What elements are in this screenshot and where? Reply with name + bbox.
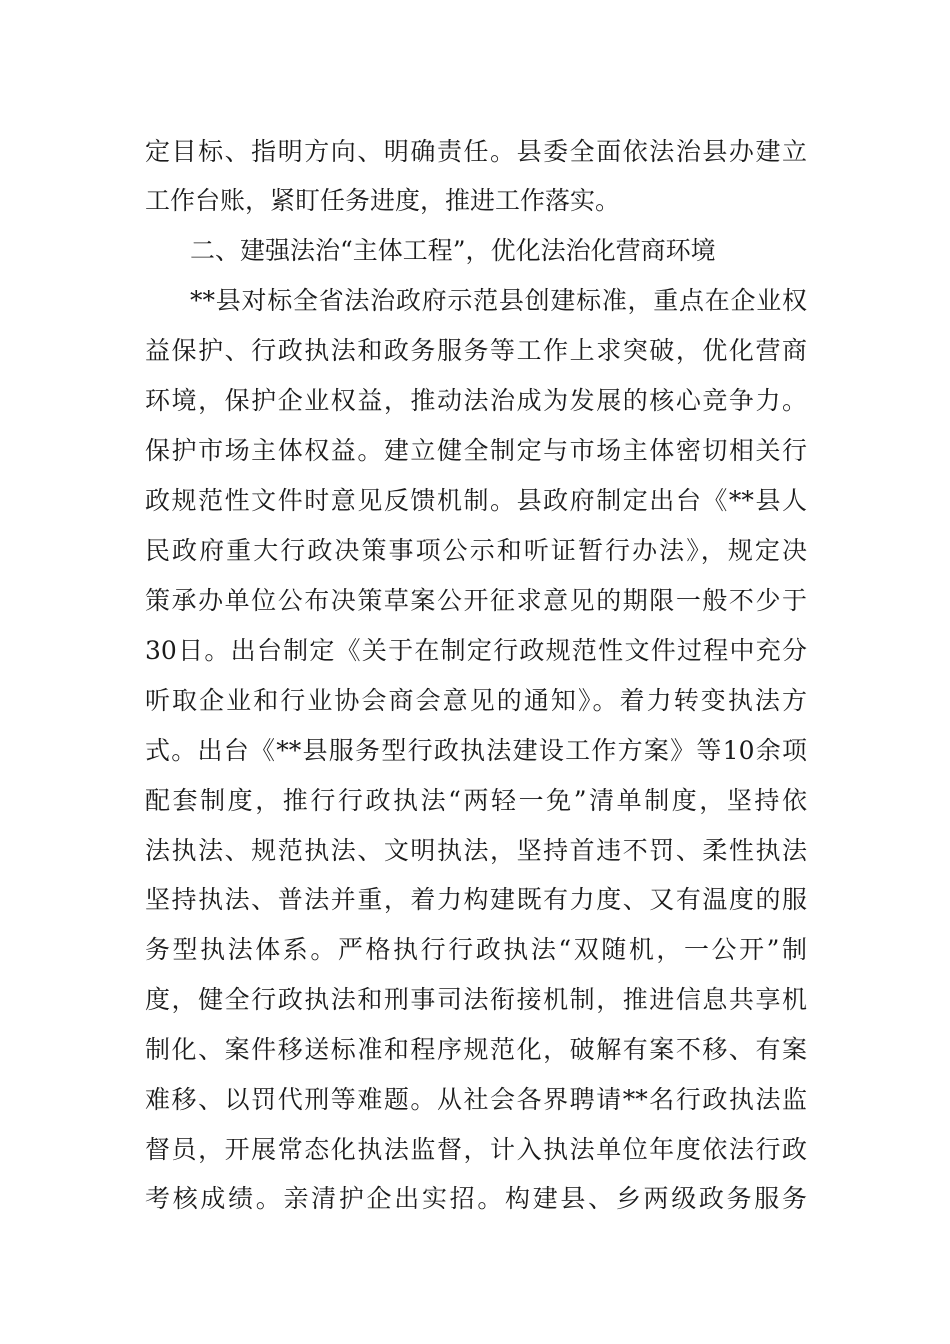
text-line-14: 配套制度，推行行政执法“两轻一免”清单制度，坚持依: [145, 786, 807, 815]
text-line-5: 益保护、行政执法和政务服务等工作上求突破，优化营商: [145, 336, 807, 365]
text-line-11: 30日。出台制定《关于在制定行政规范性文件过程中充分: [145, 636, 807, 665]
text-line-8: 政规范性文件时意见反馈机制。县政府制定出台《**县人: [145, 486, 807, 515]
text-line-13: 式。出台《**县服务型行政执法建设工作方案》等10余项: [145, 736, 807, 765]
section-heading: 二、建强法治“主体工程”，优化法治化营商环境: [190, 236, 716, 265]
text-line-12: 听取企业和行业协会商会意见的通知》。着力转变执法方: [145, 686, 807, 715]
text-line-9: 民政府重大行政决策事项公示和听证暂行办法》，规定决: [145, 536, 807, 565]
text-line-16: 坚持执法、普法并重，着力构建既有力度、又有温度的服: [145, 885, 807, 914]
text-line-17: 务型执法体系。严格执行行政执法“双随机，一公开”制: [145, 935, 807, 964]
text-line-18: 度，健全行政执法和刑事司法衔接机制，推进信息共享机: [145, 985, 807, 1014]
text-line-2: 工作台账，紧盯任务进度，推进工作落实。: [145, 186, 621, 215]
text-line-1: 定目标、指明方向、明确责任。县委全面依法治县办建立: [145, 137, 807, 166]
text-line-15: 法执法、规范执法、文明执法，坚持首违不罚、柔性执法: [145, 836, 807, 865]
text-line-4: **县对标全省法治政府示范县创建标准，重点在企业权: [190, 286, 807, 315]
text-line-21: 督员，开展常态化执法监督，计入执法单位年度依法行政: [145, 1135, 807, 1164]
text-line-7: 保护市场主体权益。建立健全制定与市场主体密切相关行: [145, 436, 807, 465]
text-line-22: 考核成绩。亲清护企出实招。构建县、乡两级政务服务: [145, 1184, 807, 1213]
text-line-6: 环境，保护企业权益，推动法治成为发展的核心竞争力。: [145, 386, 807, 415]
text-line-20: 难移、以罚代刑等难题。从社会各界聘请**名行政执法监: [145, 1085, 807, 1114]
text-line-10: 策承办单位公布决策草案公开征求意见的期限一般不少于: [145, 586, 807, 615]
text-line-19: 制化、案件移送标准和程序规范化，破解有案不移、有案: [145, 1035, 807, 1064]
